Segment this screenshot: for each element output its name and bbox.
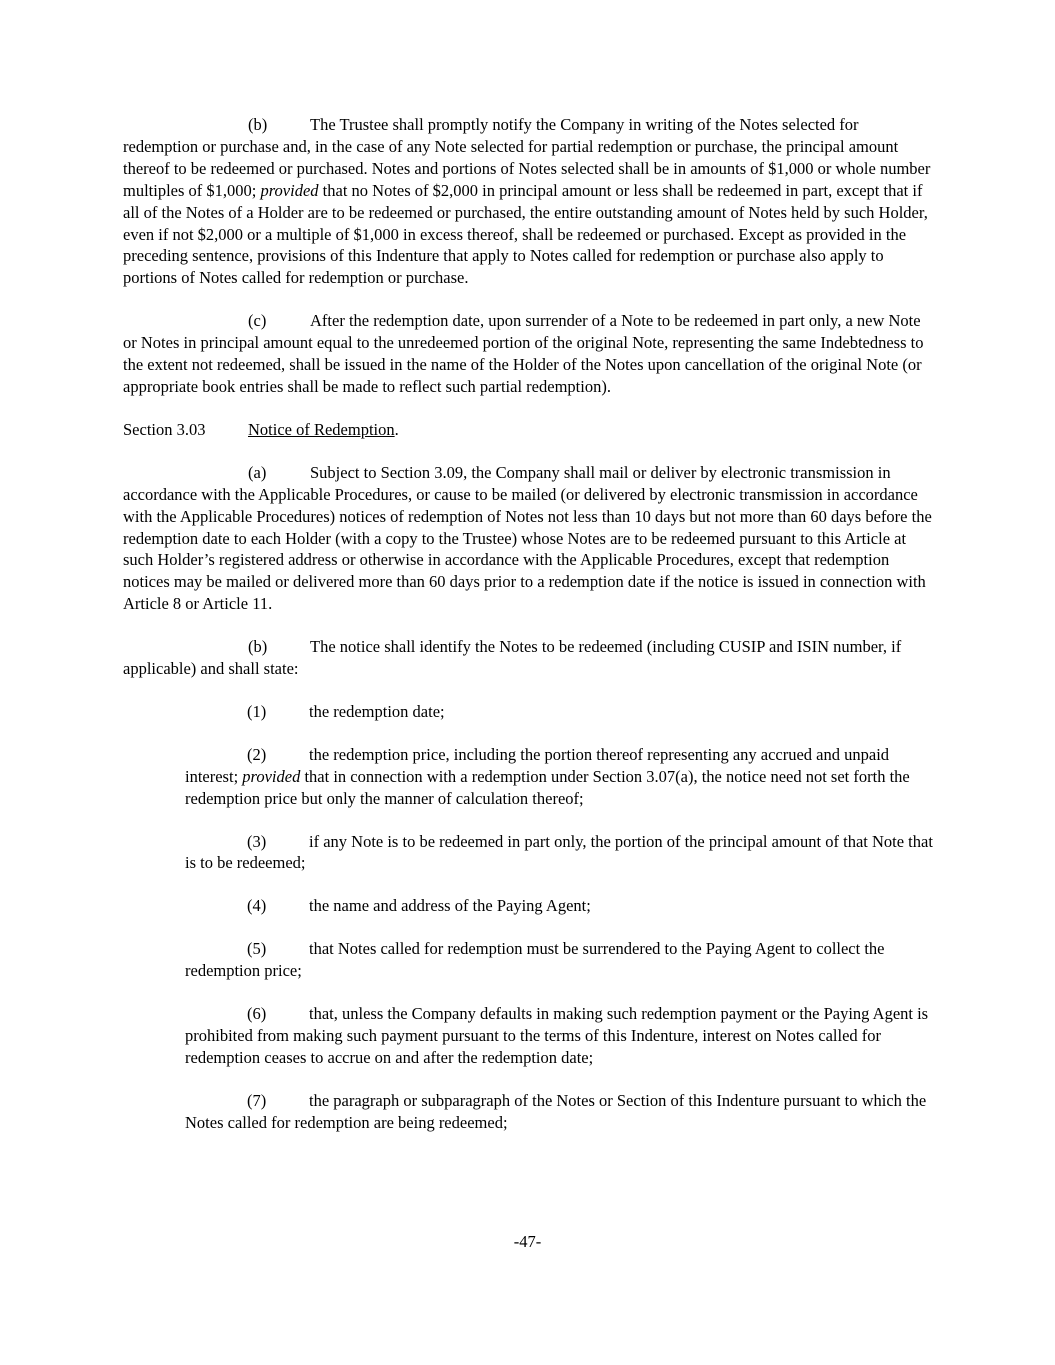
numbered-item-5: [185, 938, 933, 982]
paragraph-303-a: [123, 462, 933, 615]
paragraph-number: (b): [248, 115, 268, 134]
numbered-item-3: [185, 831, 933, 875]
paragraph-text: The Trustee shall promptly notify the Company in writing of the Notes selected for redemption or purchase and, in the case of any Note selected for partial redemption or purchase, the principal amount thereof to be redeemed or purchased. Notes and portions of Notes selected shall be in amounts of $1,000 or whole number multiples of $1,000;: [123, 115, 931, 200]
numbered-item-7: [185, 1090, 933, 1134]
section-heading: [123, 419, 933, 441]
document-body: [123, 114, 933, 1155]
paragraph-text: that no Notes of $2,000 in principal amount or less shall be redeemed in part, except that if all of the Notes of a Holder are to be redeemed or purchased, the entire outstanding amount of Notes held by such Holder, even if not $2,000 or a multiple of $1,000 in excess thereof, shall be redeemed or purchased. Except as provided in the preceding sentence, provisions of this Indenture that apply to Notes called for redemption or purchase also apply to portions of Notes called for redemption or purchase.: [123, 180, 928, 288]
item-number: (3): [247, 831, 267, 851]
paragraph-text: After the redemption date, upon surrender of a Note to be redeemed in part only, a new Note or Notes in principal amount equal to the unredeemed portion of the original Note, representing the same Indebtedness to the extent not redeemed, shall be issued in the name of the Holder of the Notes upon cancellation of the original Note (or appropriate book entries shall be made to reflect such partial redemption).: [123, 311, 924, 396]
numbered-item-6: [185, 1003, 933, 1069]
page-number: -47-: [513, 1232, 542, 1251]
item-text: the redemption price, including the portion thereof representing any accrued and unpaid interest;: [185, 744, 890, 786]
paragraph-302-c: [123, 310, 933, 398]
paragraph-text: Subject to Section 3.09, the Company shall mail or deliver by electronic transmission in accordance with the Applicable Procedures, or cause to be mailed (or delivered by electronic transmission in accordance with the Applicable Procedures) notices of redemption of Notes not less than 10 days but not more than 60 days before the redemption date to each Holder (with a copy to the Trustee) whose Notes are to be redeemed pursuant to this Article at such Holder’s registered address or otherwise in accordance with the Applicable Procedures, except that redemption notices may be mailed or delivered more than 60 days prior to a redemption date if the notice is issued in connection with Article 8 or Article 11.: [123, 462, 932, 614]
item-number: (6): [247, 1004, 267, 1024]
item-number: (2): [247, 744, 267, 764]
paragraph-number: (a): [248, 462, 267, 482]
italic-term: provided: [260, 180, 319, 200]
paragraph-303-b: [123, 636, 933, 680]
section-number: Section 3.03: [123, 419, 206, 439]
paragraph-302-b: [123, 114, 933, 289]
item-number: (5): [247, 939, 267, 959]
paragraph-text: The notice shall identify the Notes to be redeemed (including CUSIP and ISIN number, if applicable) and shall state:: [123, 637, 902, 679]
item-text: if any Note is to be redeemed in part only, the portion of the principal amount of that Note that is to be redeemed;: [185, 831, 933, 873]
item-text: the redemption date;: [309, 701, 445, 721]
item-text: that in connection with a redemption under Section 3.07(a), the notice need not set forth the redemption price but only the manner of calculation thereof;: [185, 766, 910, 808]
paragraph-number: (c): [248, 311, 267, 331]
item-text: that Notes called for redemption must be surrendered to the Paying Agent to collect the redemption price;: [185, 939, 885, 981]
item-text: the paragraph or subparagraph of the Notes or Section of this Indenture pursuant to which the Notes called for redemption are being redeemed;: [185, 1090, 927, 1132]
numbered-item-1: [185, 701, 933, 723]
section-title: Notice of Redemption: [248, 419, 395, 439]
numbered-item-4: [185, 895, 933, 917]
item-number: (4): [247, 896, 267, 916]
item-number: (1): [247, 701, 267, 721]
section-title-period: .: [394, 419, 399, 439]
italic-term: provided: [242, 766, 301, 786]
item-text: that, unless the Company defaults in making such redemption payment or the Paying Agent is prohibited from making such payment pursuant to the terms of this Indenture, interest on Notes called for redemption ceases to accrue on and after the redemption date;: [185, 1004, 929, 1067]
paragraph-number: (b): [248, 637, 268, 657]
numbered-item-2: [185, 744, 933, 810]
item-text: the name and address of the Paying Agent;: [309, 896, 591, 916]
item-number: (7): [247, 1090, 267, 1110]
